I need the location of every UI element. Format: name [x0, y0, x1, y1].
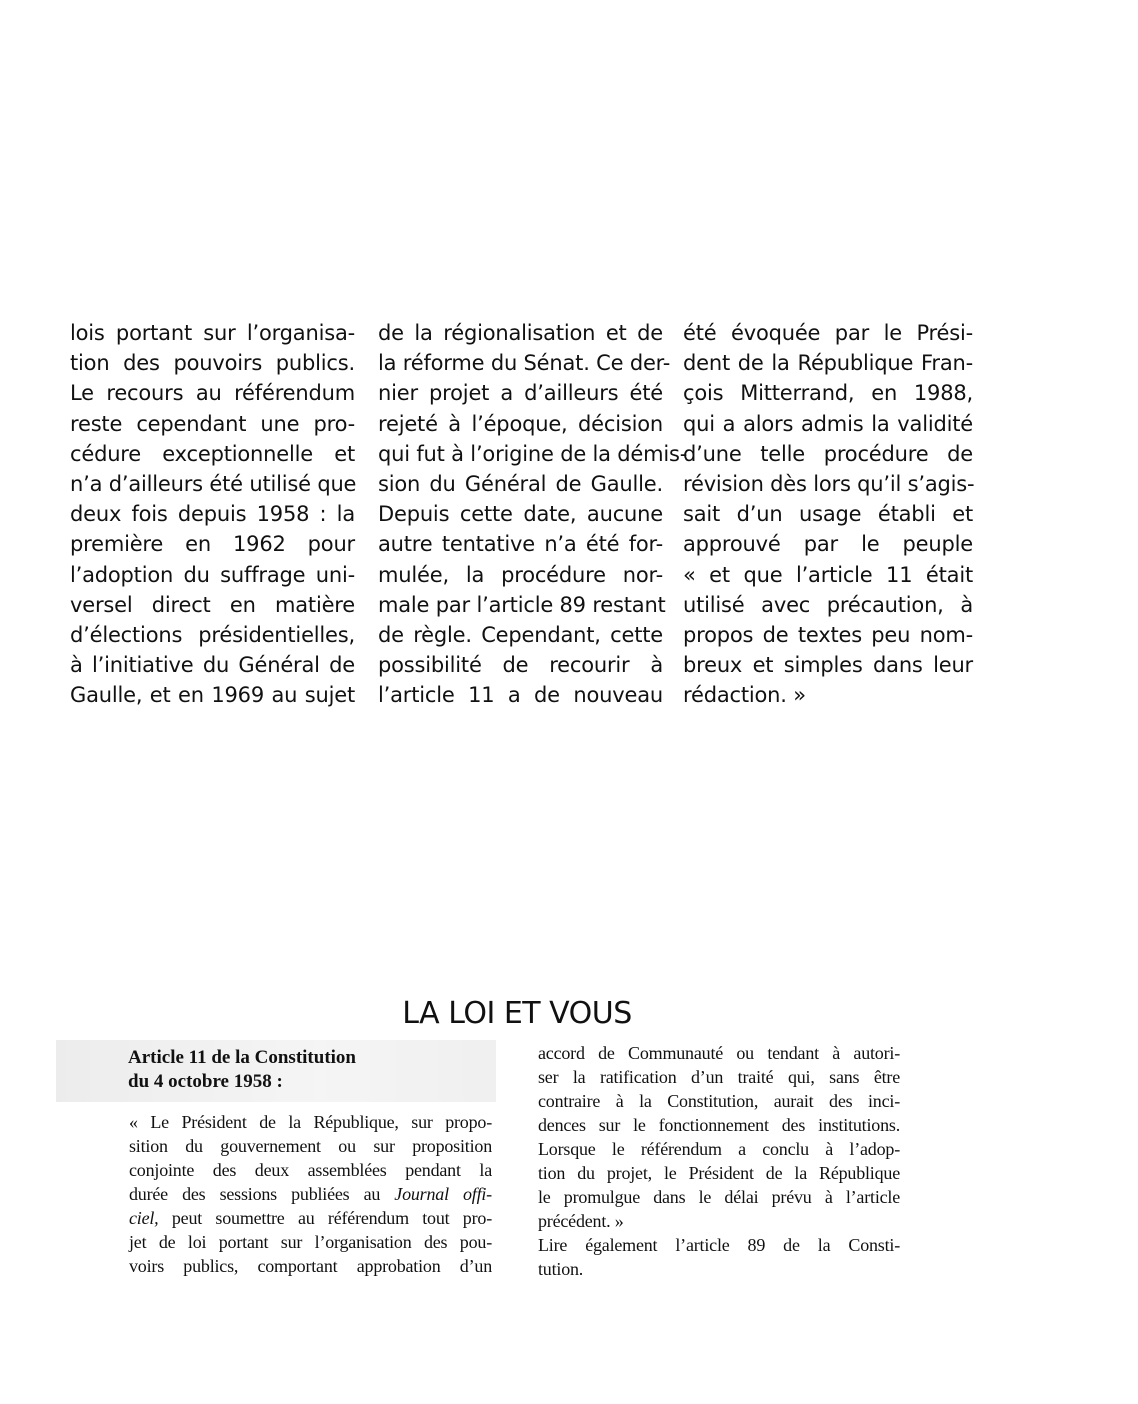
- article-column-1: [70, 318, 355, 711]
- text-line: été évoquée par le Prési-: [683, 321, 973, 345]
- quote-line: Lire également l’article 89 de la Consti-: [538, 1235, 900, 1255]
- quote-line: contraire à la Constitution, aurait des inci-: [538, 1091, 900, 1111]
- text-line: Le recours au référendum: [70, 381, 355, 406]
- text-line: première en 1962 pour: [70, 532, 355, 557]
- text-line: révision dès lors qu’il s’agis-: [683, 472, 975, 497]
- quote-line: jet de loi portant sur l’organisation des pou-: [129, 1232, 492, 1252]
- text-line: de la régionalisation et de: [378, 321, 663, 345]
- heading-line: Article 11 de la Constitution: [128, 1047, 356, 1068]
- quote-text: peut soumettre au référendum tout pro-: [158, 1208, 492, 1228]
- text-line: la réforme du Sénat. Ce der-: [378, 351, 671, 376]
- law-quote-column-1: [129, 1110, 492, 1278]
- text-line: versel direct en matière: [70, 592, 355, 617]
- text-line: possibilité de recourir à: [378, 653, 663, 678]
- text-line: sion du Général de Gaulle.: [378, 472, 663, 497]
- text-line: çois Mitterrand, en 1988,: [683, 381, 973, 406]
- text-line: à l’initiative du Général de: [70, 653, 355, 678]
- text-line: rejeté à l’époque, décision: [378, 411, 663, 436]
- text-line: dent de la République Fran-: [683, 351, 973, 376]
- journal-officiel-italic: ciel,: [129, 1208, 159, 1228]
- article-column-2: [378, 318, 688, 711]
- text-line: approuvé par le peuple: [683, 532, 973, 557]
- text-line: n’a d’ailleurs été utilisé que: [70, 472, 357, 497]
- section-title: LA LOI ET VOUS: [402, 996, 632, 1031]
- text-line: deux fois depuis 1958 : la: [70, 502, 355, 527]
- text-line: propos de textes peu nom-: [683, 623, 973, 648]
- text-line: qui a alors admis la validité: [683, 411, 973, 436]
- text-line: qui fut à l’origine de la démis-: [378, 441, 688, 466]
- quote-line: tution.: [538, 1259, 584, 1279]
- text-line: mulée, la procédure nor-: [378, 562, 663, 587]
- quote-line: conjointe des deux assemblées pendant la: [129, 1160, 492, 1180]
- text-line: Gaulle, et en 1969 au sujet: [70, 683, 355, 708]
- quote-text: durée des sessions publiées au: [129, 1184, 395, 1204]
- text-line: sait d’un usage établi et: [683, 502, 973, 527]
- text-line: autre tentative n’a été for-: [378, 532, 663, 557]
- text-line: nier projet a d’ailleurs été: [378, 381, 663, 406]
- text-line: l’adoption du suffrage uni-: [70, 562, 355, 587]
- journal-officiel-italic: Journal offi-: [394, 1184, 492, 1204]
- text-line: reste cependant une pro-: [70, 411, 355, 436]
- text-line: lois portant sur l’organisa-: [70, 321, 355, 345]
- quote-line: accord de Communauté ou tendant à autori-: [538, 1043, 900, 1063]
- law-box-heading: [128, 1046, 356, 1094]
- quote-line: ser la ratification d’un traité qui, sans être: [538, 1067, 900, 1087]
- quote-line: Lorsque le référendum a conclu à l’adop-: [538, 1139, 900, 1159]
- text-line: « et que l’article 11 était: [683, 562, 973, 587]
- text-line: l’article 11 a de nouveau: [378, 683, 663, 708]
- quote-line: précédent. »: [538, 1211, 624, 1231]
- text-line: male par l’article 89 restant: [378, 592, 666, 617]
- text-line: breux et simples dans leur: [683, 653, 973, 678]
- text-line: tion des pouvoirs publics.: [70, 351, 355, 376]
- text-line: rédaction. »: [683, 683, 806, 708]
- quote-line: tion du projet, le Président de la République: [538, 1163, 900, 1183]
- text-line: cédure exceptionnelle et: [70, 441, 355, 466]
- text-line: d’une telle procédure de: [683, 441, 973, 466]
- quote-line: dences sur le fonctionnement des institutions.: [538, 1115, 900, 1135]
- text-line: Depuis cette date, aucune: [378, 502, 663, 527]
- quote-line: [129, 1182, 492, 1206]
- text-line: d’élections présidentielles,: [70, 623, 355, 648]
- quote-line: sition du gouvernement ou sur proposition: [129, 1136, 492, 1156]
- text-line: utilisé avec précaution, à: [683, 592, 973, 617]
- quote-line: « Le Président de la République, sur propo-: [129, 1112, 492, 1132]
- heading-line: du 4 octobre 1958 :: [128, 1071, 283, 1092]
- law-quote-column-2: [538, 1041, 900, 1281]
- quote-line: [129, 1206, 492, 1230]
- article-column-3: [683, 318, 973, 711]
- quote-line: le promulgue dans le délai prévu à l’article: [538, 1187, 900, 1207]
- quote-line: voirs publics, comportant approbation d’un: [129, 1256, 492, 1276]
- text-line: de règle. Cependant, cette: [378, 623, 663, 648]
